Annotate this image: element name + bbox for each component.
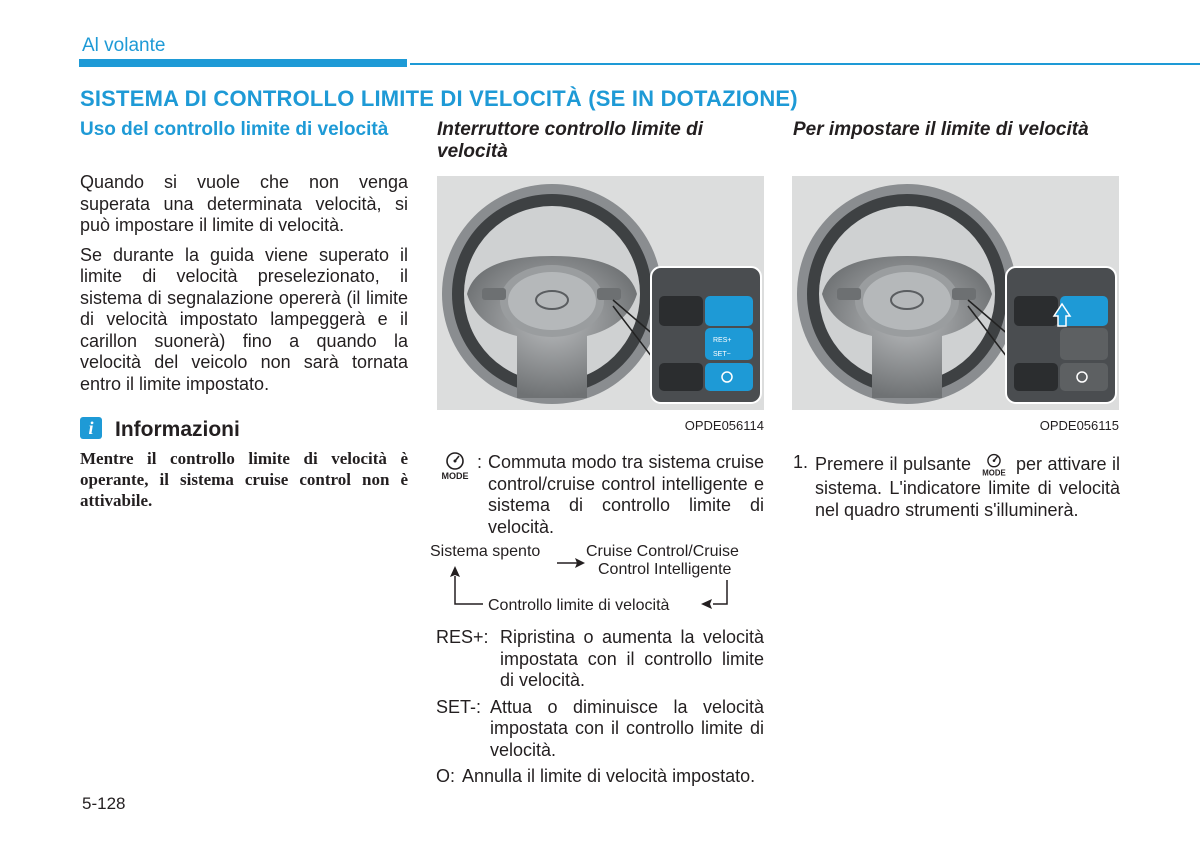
definition-term: RES+: [436, 627, 489, 647]
mode-label: MODE [981, 468, 1006, 478]
flow-cruise-line1: Cruise Control/Cruise [586, 543, 739, 560]
steering-wheel-figure-2 [792, 176, 1119, 410]
step-text-after: per attivare il sistema. L'indicatore limite di velocità nel quadro strumenti s'illuminerà. [815, 453, 1120, 520]
figure-code-2: OPDE056115 [1039, 418, 1119, 433]
speed-limit-mode-icon [437, 450, 473, 487]
header-rule-thick [79, 59, 407, 67]
col3-heading: Per impostare il limite di velocità [793, 119, 1089, 140]
col1-body [80, 172, 408, 403]
step-number: 1. [793, 452, 809, 472]
info-text: Mentre il controllo limite di velocità è operante, il sistema cruise control non è attivabile. [80, 449, 408, 510]
res-button-label: RES+ [713, 337, 732, 344]
flow-speed-limit: Controllo limite di velocità [488, 597, 670, 614]
page-title: SISTEMA DI CONTROLLO LIMITE DI VELOCITÀ (SE IN DOTAZIONE) [80, 86, 798, 111]
steering-wheel-figure-1 [437, 176, 764, 410]
speed-limit-mode-icon [977, 452, 1011, 478]
set-button-label: SET− [713, 351, 731, 358]
definition-desc: Attua o diminuisce la velocità impostata con il controllo limite di velocità. [490, 696, 764, 760]
arrow-up-icon [450, 566, 483, 604]
col1-paragraph: Quando si vuole che non venga superata una determinata velocità, si può impostare il limite di velocità. [80, 172, 408, 235]
flow-arrows [425, 540, 745, 620]
info-title: Informazioni [115, 418, 240, 441]
col2-heading: Interruttore controllo limite di velocità [437, 119, 704, 162]
arrow-left-icon [701, 580, 727, 609]
mode-description: Commuta modo tra sistema cruise control/cruise control intelligente e sistema di controllo limite di velocità. [488, 452, 764, 537]
page-number: 5-128 [82, 794, 126, 813]
definition-term: SET-: [436, 696, 482, 717]
step-text-before: Premere il pulsante [815, 453, 972, 474]
header-rule-thin [410, 63, 1200, 65]
definition-set [436, 697, 764, 762]
steering-wheel-illustration [792, 176, 1119, 410]
col1-heading: Uso del controllo limite di velocità [80, 119, 389, 140]
mode-separator: : [477, 452, 483, 472]
flow-cruise-line2: Control Intelligente [598, 561, 732, 578]
section-label: Al volante [82, 35, 166, 56]
button-definitions [436, 627, 764, 788]
definition-term: O: [436, 766, 456, 786]
definition-cancel [436, 766, 764, 788]
definition-desc: Annulla il limite di velocità impostato. [462, 766, 756, 786]
figure-code-1: OPDE056114 [684, 418, 764, 433]
definition-desc: Ripristina o aumenta la velocità impostata con il controllo limite di velocità. [500, 627, 764, 690]
arrow-right-icon [557, 558, 585, 568]
definition-res [436, 627, 764, 692]
steering-wheel-illustration [437, 176, 764, 410]
info-icon: i [80, 417, 102, 439]
flow-system-off: Sistema spento [430, 543, 541, 560]
col1-paragraph: Se durante la guida viene superato il limite di velocità preselezionato, il sistema di segnalazione opererà (il limite di velocità impostato lampeggerà e il carillon suonerà) fino a quando la velocità del veicolo non sarà tornata entro il limite impostato. [80, 244, 408, 394]
mode-label: MODE [441, 471, 469, 481]
step-text [815, 452, 1120, 521]
